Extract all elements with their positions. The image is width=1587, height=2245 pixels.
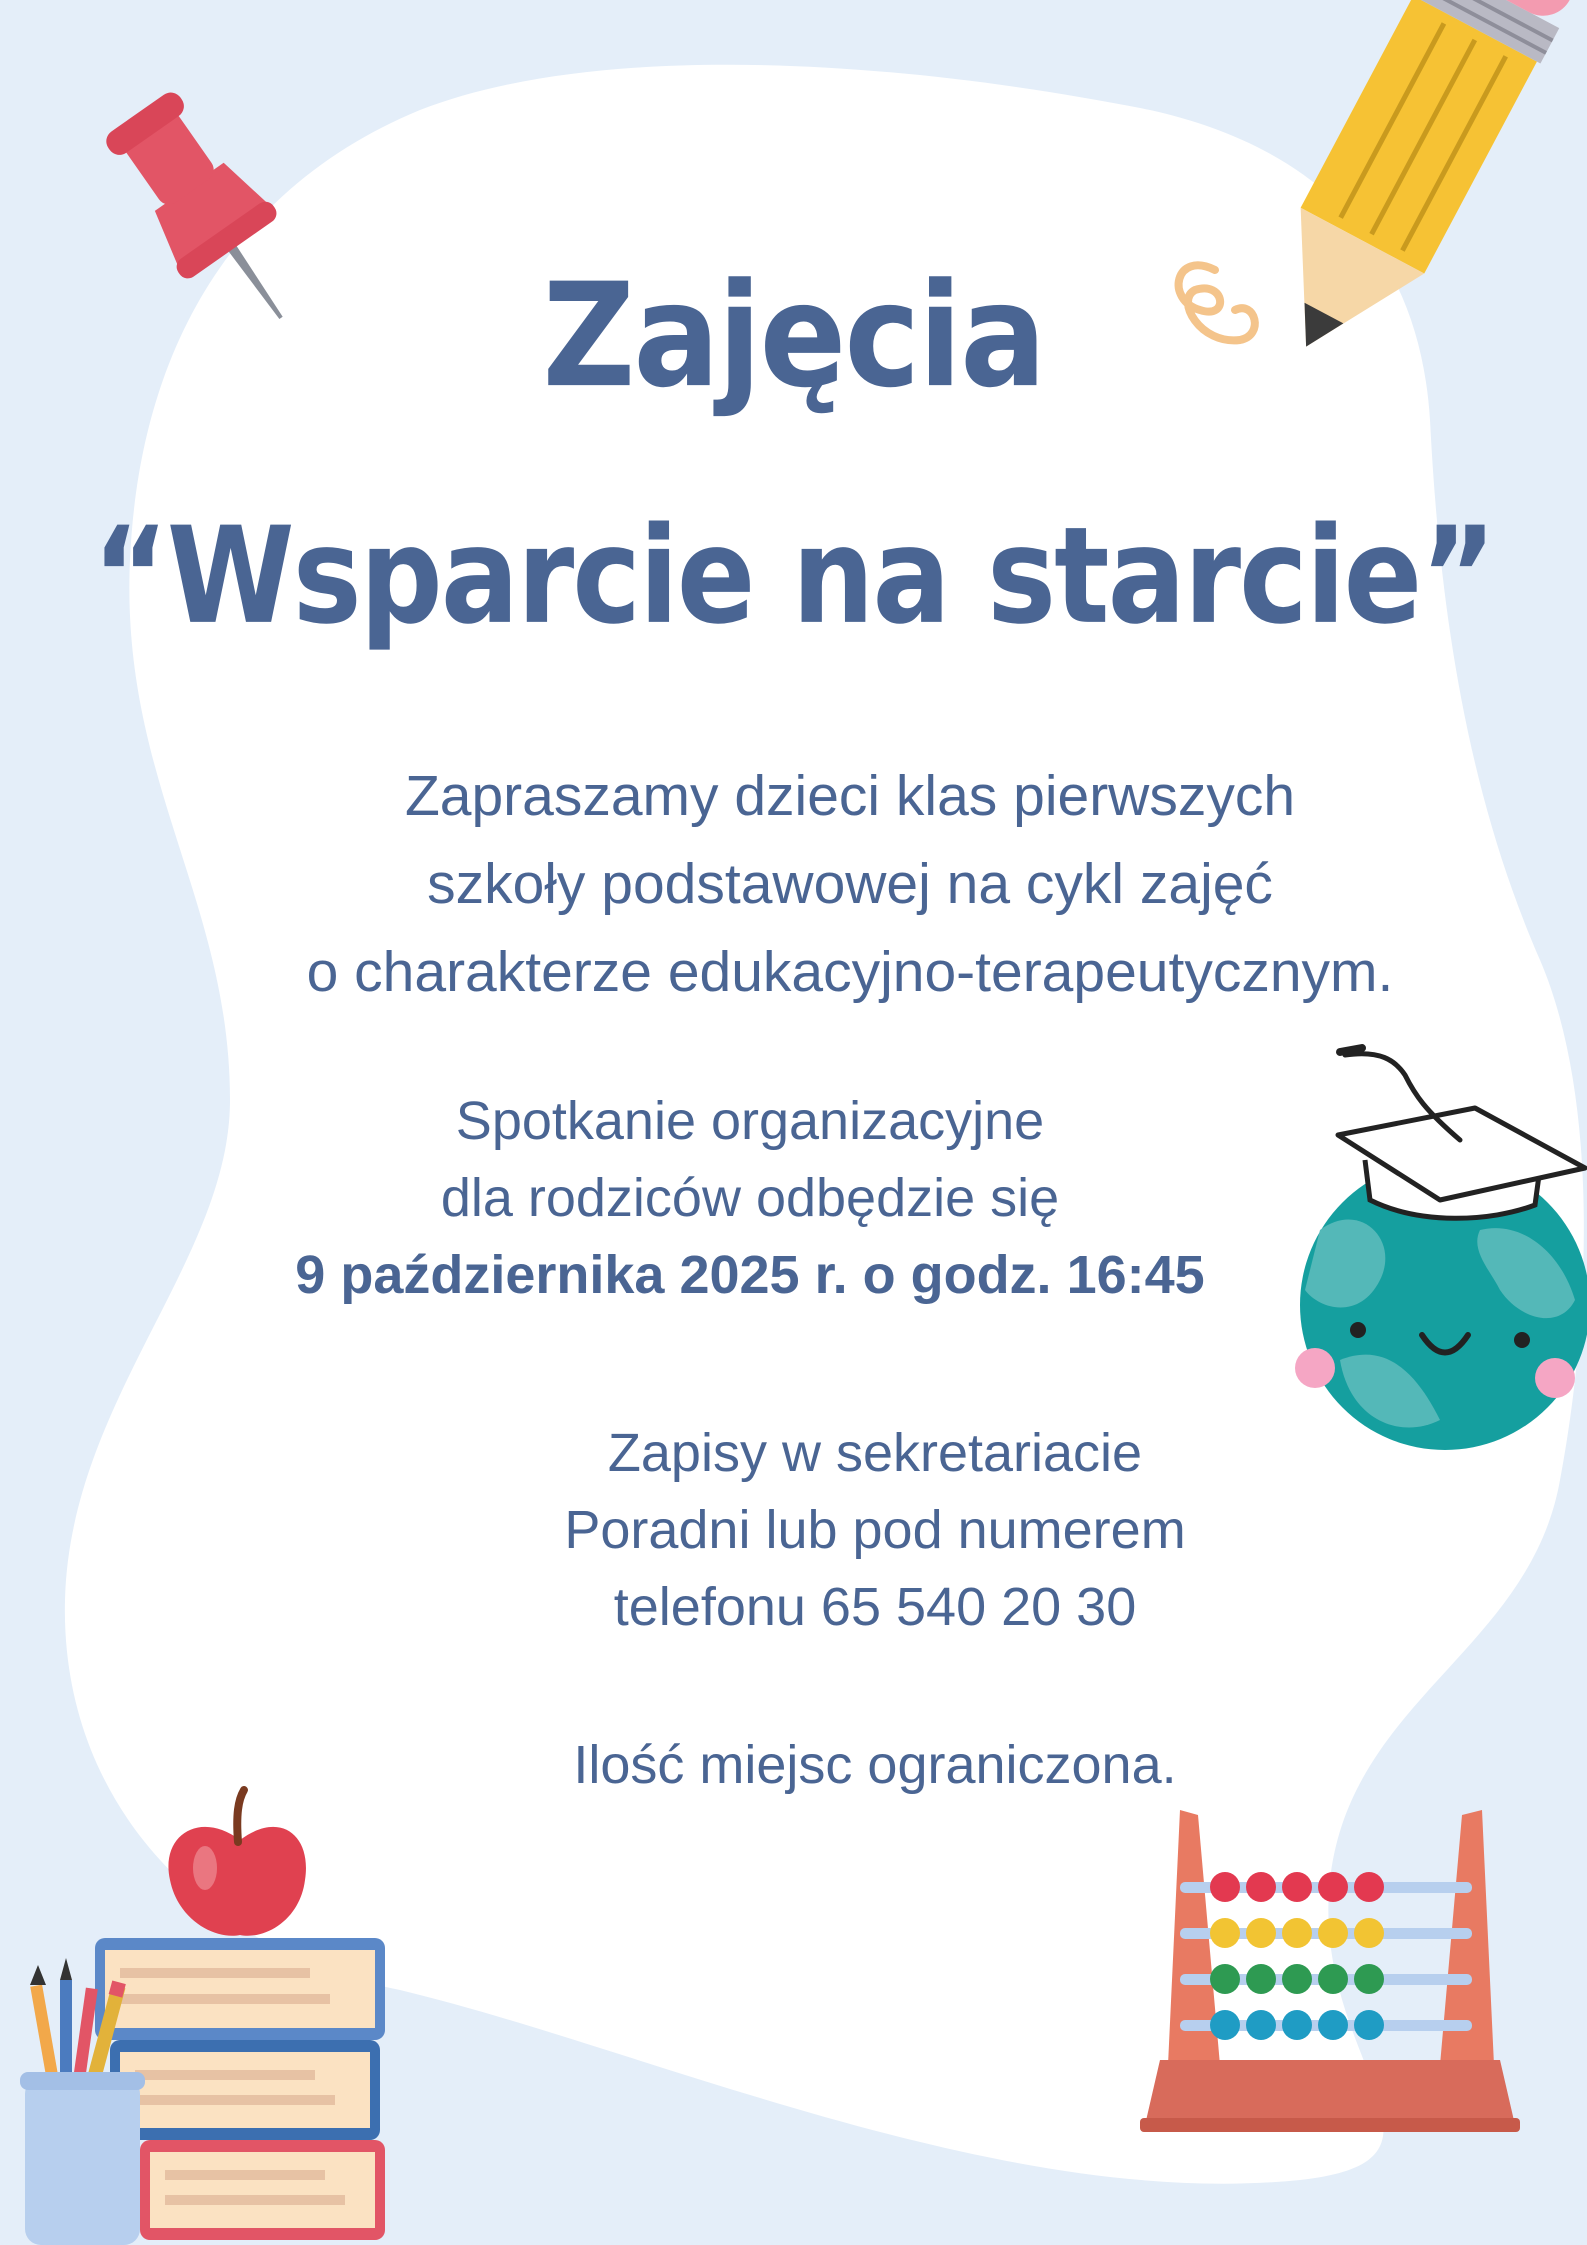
limited-places-note: Ilość miejsc ograniczona.	[573, 1735, 1177, 1795]
signup-info	[0, 1415, 1587, 1646]
meeting-date: 9 października 2025 r. o godz. 16:45	[295, 1245, 1205, 1305]
intro-paragraph	[0, 752, 1587, 1016]
title-line-1: Zajęcia	[542, 253, 1045, 420]
intro-line: szkoły podstawowej na cykl zajęć	[427, 852, 1273, 916]
signup-line: Zapisy w sekretariacie	[607, 1423, 1143, 1483]
meeting-line: Spotkanie organizacyjne	[455, 1091, 1045, 1151]
intro-line: Zapraszamy dzieci klas pierwszych	[404, 764, 1296, 828]
intro-line: o charakterze edukacyjno-terapeutycznym.	[306, 940, 1394, 1004]
signup-phone: telefonu 65 540 20 30	[613, 1577, 1137, 1637]
meeting-line: dla rodziców odbędzie się	[440, 1168, 1060, 1228]
signup-line: Poradni lub pod numerem	[564, 1500, 1186, 1560]
title-line-2: “Wsparcie na starcie”	[92, 498, 1495, 655]
meeting-info	[0, 1083, 1500, 1314]
